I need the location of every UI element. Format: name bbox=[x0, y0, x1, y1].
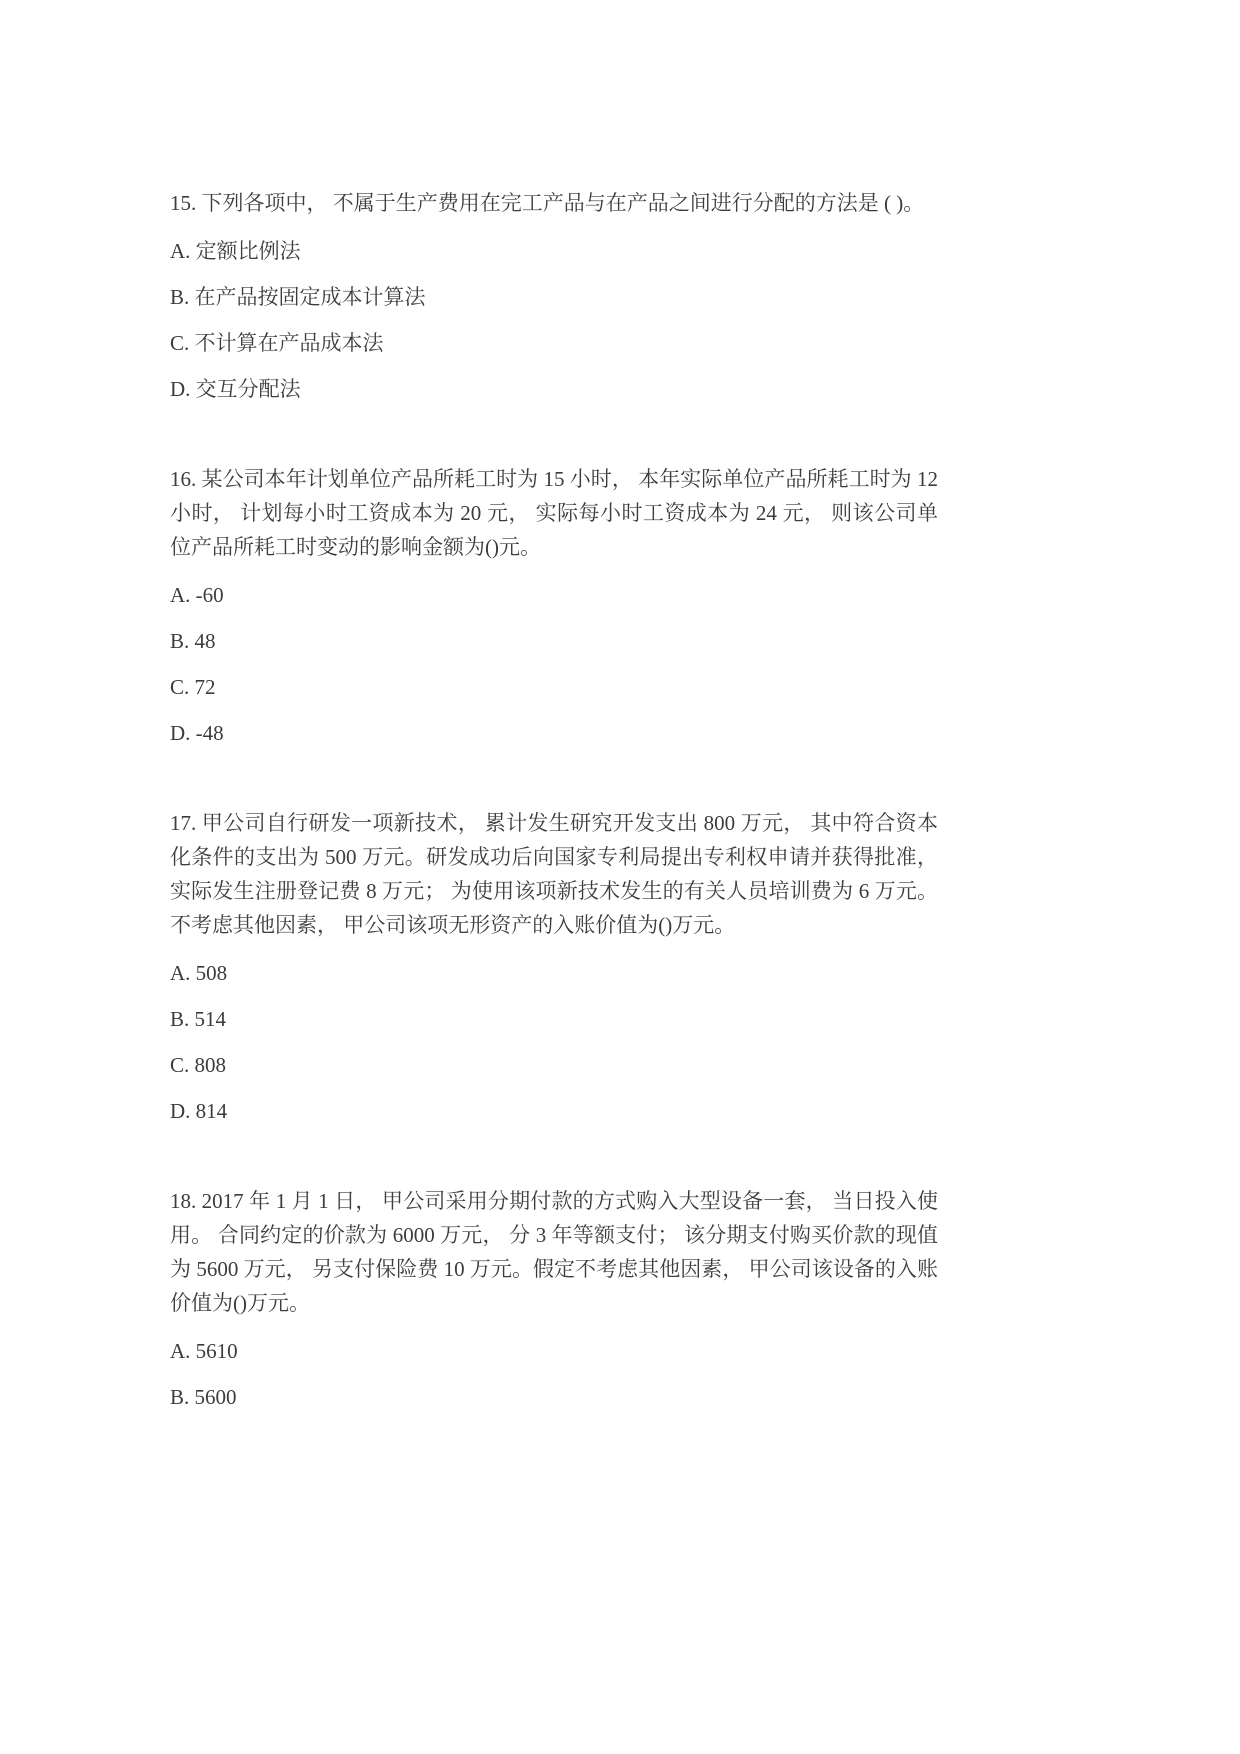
question-option: A. 5610 bbox=[170, 1339, 238, 1363]
question-option: B. 在产品按固定成本计算法 bbox=[170, 285, 426, 309]
question-16 bbox=[170, 462, 938, 748]
question-18 bbox=[170, 1184, 938, 1412]
question-option: B. 48 bbox=[170, 629, 216, 653]
question-stem: 18. 2017 年 1 月 1 日， 甲公司采用分期付款的方式购入大型设备一套， 当日投入使用。 合同约定的价款为 6000 万元， 分 3 年等额支付； 该分期支付购买价款的现值为 5600 万元， 另支付保险费 10 万元。假定不考虑其他因素， 甲公司该设备的入账价值为()万元。 bbox=[170, 1189, 938, 1315]
question-17 bbox=[170, 806, 938, 1126]
question-stem: 15. 下列各项中， 不属于生产费用在完工产品与在产品之间进行分配的方法是 ( )。 bbox=[170, 191, 925, 215]
question-option: D. 814 bbox=[170, 1099, 228, 1123]
question-option: A. 定额比例法 bbox=[170, 239, 301, 263]
question-option: D. 交互分配法 bbox=[170, 377, 301, 401]
question-option: A. 508 bbox=[170, 961, 228, 985]
question-option: A. -60 bbox=[170, 583, 224, 607]
question-option: B. 5600 bbox=[170, 1385, 237, 1409]
question-option: D. -48 bbox=[170, 721, 224, 745]
question-option: C. 72 bbox=[170, 675, 216, 699]
question-option: C. 808 bbox=[170, 1053, 227, 1077]
question-stem: 17. 甲公司自行研发一项新技术， 累计发生研究开发支出 800 万元， 其中符合资本化条件的支出为 500 万元。研发成功后向国家专利局提出专利权申请并获得批准， 实际发生注册登记费 8 万元； 为使用该项新技术发生的有关人员培训费为 6 万元。不考虑其他因素， 甲公司该项无形资产的入账价值为()万元。 bbox=[170, 811, 938, 937]
question-option: B. 514 bbox=[170, 1007, 227, 1031]
question-option: C. 不计算在产品成本法 bbox=[170, 331, 384, 355]
question-15 bbox=[170, 186, 938, 404]
questions-list bbox=[170, 186, 938, 1470]
question-stem: 16. 某公司本年计划单位产品所耗工时为 15 小时， 本年实际单位产品所耗工时为 12 小时， 计划每小时工资成本为 20 元， 实际每小时工资成本为 24 元， 则该公司单位产品所耗工时变动的影响金额为()元。 bbox=[170, 467, 938, 559]
